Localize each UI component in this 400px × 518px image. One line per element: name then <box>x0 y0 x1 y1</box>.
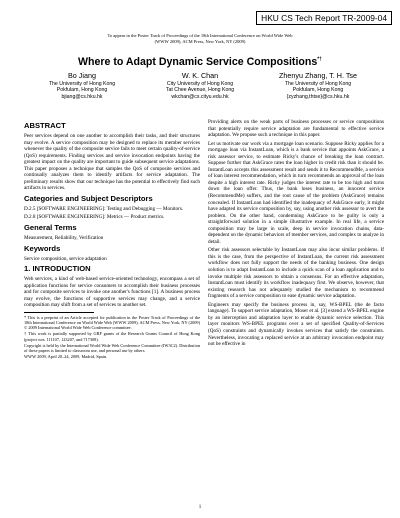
general-terms-heading: General Terms <box>24 223 77 233</box>
general-terms-text: Measurement, Reliability, Verification <box>24 235 104 242</box>
footnote-copyright: Copyright is held by the International World Wide Web Conference Committee (IW3C2). Distribution of these papers is limited to classroom use, and personal use by others. <box>24 342 200 354</box>
footnote-preprint: * This is a preprint of an Article accepted for publication in the Poster Track of Proceedings of the 18th International Conference on World Wide Web (WWW 2009), ACM Press, New York, NY (2009) © 2009 International World Wide Web Conference committee. <box>24 314 200 331</box>
author-3 <box>258 72 378 101</box>
keywords-text: Service composition, service adaptation <box>24 255 107 262</box>
body-paragraph: Let us motivate our work via a mortgage loan scenario. Suppose Ricky applies for a mortgage loan via InstantLoan, which is a bank service that appoints AskGrace, a risk assessor service, to estimate Ricky's chance of breaking the loan contract. Suppose further that AskGrace rates the loan higher in credit risk than it should be. InstantLoan accepts this assessment result and sends it to RecommendMe, a service of loan interest recommendation, which in turn recommends an approval of the loan despite a high interest rate. Ricky judges the interest rate to be too high and turns down the loan offer. Thus, the bank loses business, an innocent service (RecommendMe) suffers, and the root cause of the problem (AskGrace) remains concealed. If InstantLoan had identified the inadequacy of AskGrace early, it might have adapted its service composition by, say, using another risk assessor to avert the problem. On the other hand, condemning AskGrace to be guilty is only a straightforward solution in a simple illustrative example. In real life, a service composition may be large in scale, deep in service invocation chains, data-dependent on the dynamic behaviors of member services, and complex to analyze in detail. <box>208 140 384 245</box>
paper-title <box>0 56 400 68</box>
abstract-heading: ABSTRACT <box>24 121 66 130</box>
introduction-heading: 1. INTRODUCTION <box>24 264 91 274</box>
introduction-text: Web services, a kind of web-based service-oriented technology, encompass a set of application functions for service consumers to accomplish their business processes and for composite services to invoke one another's functions [1]. A business process may evolve, the functions of supportive services may change, and a service composition may shift from a set of services to another set. <box>24 276 200 309</box>
author-address: Tat Chee Avenue, Hong Kong <box>165 87 235 94</box>
title-text: Where to Adapt Dynamic Service Compositions <box>78 56 318 68</box>
venue-line-1: To appear in the Poster Track of Proceedings of the 18th International Conference on World Wide Web <box>107 33 293 38</box>
keywords-heading: Keywords <box>24 243 61 253</box>
author-address: Pokfulam, Hong Kong <box>56 87 108 94</box>
author-name: Bo Jiang <box>68 71 96 80</box>
venue-note <box>0 33 400 45</box>
title-footnote-marks: *† <box>317 56 322 63</box>
category-entry: D.2.8 [SOFTWARE ENGINEERING]: Metrics — Product metrics. <box>24 214 165 221</box>
author-email: wkchan@cs.cityu.edu.hk <box>171 94 229 101</box>
author-affiliation: The University of Hong Kong <box>48 80 116 87</box>
author-name: W. K. Chan <box>181 71 219 80</box>
right-column <box>208 119 384 350</box>
abstract-text: Peer services depend on one another to accomplish their tasks, and their structures may evolve. A service composition may be designed to replace its member services whenever the quality of the composite service fails to meet certain quality-of-service (QoS) requirements. Finding services and service invocation endpoints having the greatest impact on the quality are important to guide subsequent service adaptations. This paper proposes a technique that samples the QoS of composite services and continually analyzes them to identify artifacts for service adaptation. The preliminary results show that our technique has the potential to effectively find such artifacts in services. <box>24 133 200 192</box>
footnote-conference: WWW 2009, April 20–24, 2009, Madrid, Spain. <box>24 354 108 360</box>
author-affiliation: City University of Hong Kong <box>166 80 234 87</box>
author-email: bjiang@cs.hku.hk <box>61 94 103 101</box>
body-paragraph: Other risk assessors selectable by InstantLoan may also incur similar problems. If this is the case, from the perspective of InstantLoan, the current risk assessment workflow does not fully support the needs of the banking business. One design solution is to adapt InstantLoan to include a quick scan of a loan application and to invoke multiple risk assessors to obtain a consensus. For an effective adaptation, InstantLoan must identify its workflow inadequacy first. We observe, however, that existing research has not adequately studied the mechanism to recommend fragments of a service composition to ease dynamic service adaptation. <box>208 247 384 300</box>
footnote-rule <box>24 312 94 313</box>
author-name: Zhenyu Zhang, T. H. Tse <box>278 71 358 80</box>
venue-line-2: (WWW 2009), ACM Press, New York, NY (2009) <box>154 39 246 44</box>
tech-report-id: HKU CS Tech Report TR-2009-04 <box>256 11 392 25</box>
category-entry: D.2.5 [SOFTWARE ENGINEERING]: Testing and Debugging — Monitors. <box>24 205 184 212</box>
author-2 <box>140 72 260 101</box>
author-block <box>0 72 400 112</box>
body-paragraph: Providing alerts on the weak parts of business processes or service compositions that potentially require service adaptation are fundamental to effective service adaptation. We propose such a technique in this paper. <box>208 119 384 139</box>
author-address: Pokfulam, Hong Kong <box>292 87 344 94</box>
categories-heading: Categories and Subject Descriptors <box>24 193 153 203</box>
author-affiliation: The University of Hong Kong <box>284 80 352 87</box>
author-email: {zyzhang,thtse}@cs.hku.hk <box>286 94 350 101</box>
page-number: 1 <box>198 505 202 510</box>
author-1 <box>22 72 142 101</box>
left-column <box>24 119 200 360</box>
body-paragraph: Engineers may specify the business process in, say, WS-BPEL (the de facto language). To support service adaptation, Moser et al. [3] extend a WS-BPEL engine by an interception and adaptation layer to enable dynamic service selection. This layer monitors WS-BPEL programs over a set of specified Quality-of-Services (QoS) constraints and dynamically invokes services that satisfy the constraints. Nevertheless, invocating a replaced service at an arbitrary invocation endpoint may not be effective in <box>208 301 384 348</box>
footnote-funding: † This work is partially supported by GRF grants of the Research Grants Council of Hong Kong (project nos. 111107, 123207, and 717308). <box>24 331 200 342</box>
